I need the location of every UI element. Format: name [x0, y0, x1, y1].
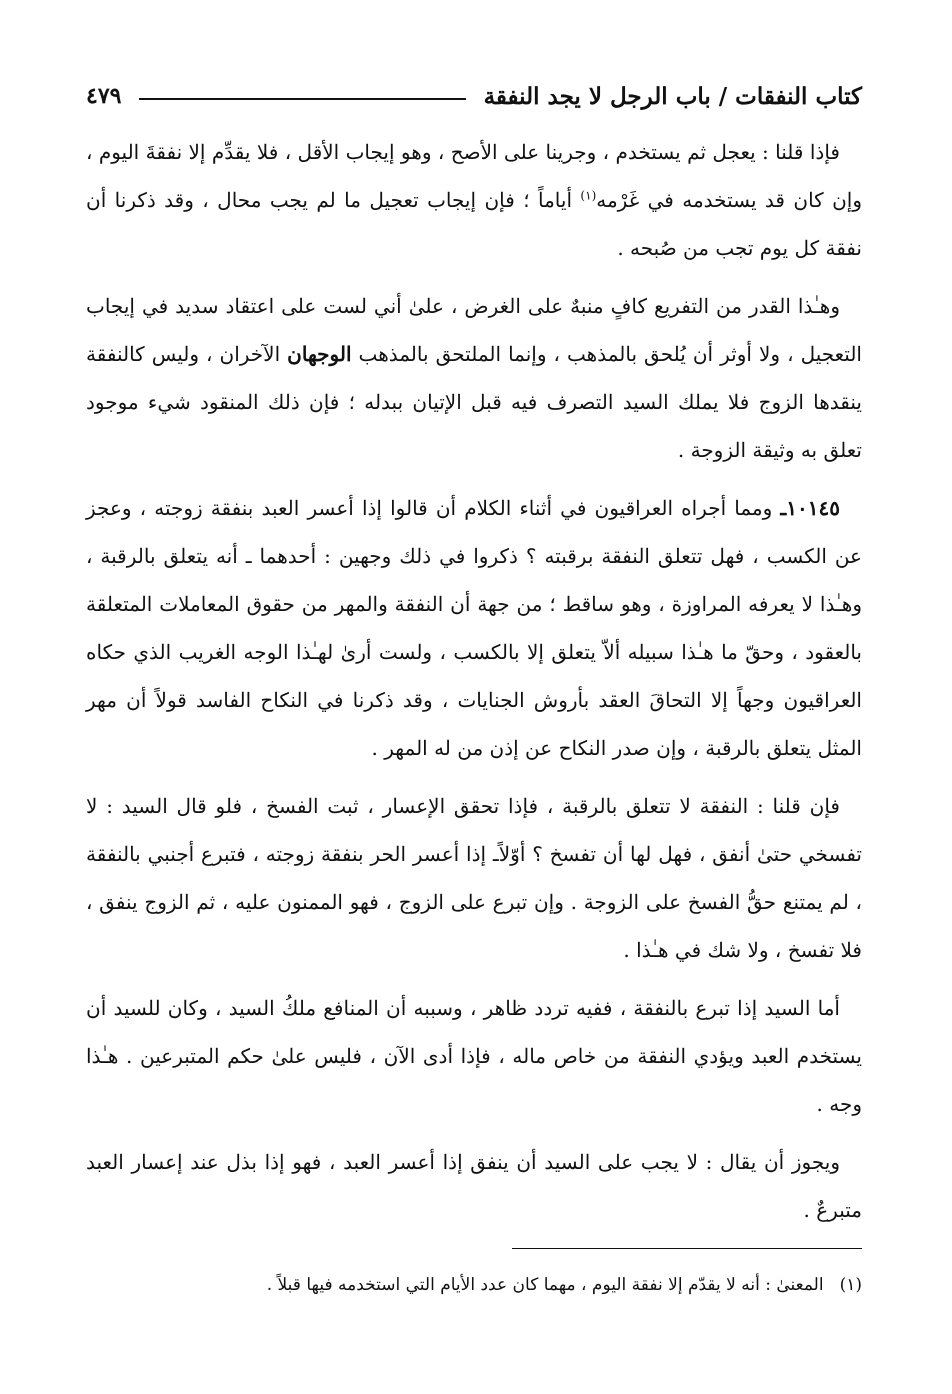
paragraph-6 [86, 1138, 862, 1234]
paragraph-text: الآخران ، وليس كالنفقة ينقدها الزوج فلا يملك السيد التصرف فيه قبل الإتيان ببدله ؛ فإن ذلك المنقود شيء موجود تعلق به وثيقة الزوجة . [86, 342, 862, 462]
book-page [86, 70, 862, 1354]
paragraph-text: فإذا قلنا : يعجل ثم يستخدم ، وجرينا على الأصح ، وهو إيجاب الأقل ، فلا يقدِّم إلا نفقةَ اليوم ، وإن كان قد يستخدمه في غَرْمه [86, 140, 863, 212]
paragraph-2 [86, 282, 862, 474]
paragraph-text: فإن قلنا : النفقة لا تتعلق بالرقبة ، فإذا تحقق الإعسار ، ثبت الفسخ ، فلو قال السيد : لا تفسخي حتىٰ أنفق ، فهل لها أن تفسخ ؟ أوّلاًـ إذا أعسر الحر بنفقة زوجته ، فتبرع أجنبي بالنفقة ، لم يمتنع حقُّ الفسخ على الزوجة . وإن تبرع على الزوج ، فهو الممنون عليه ، ثم الزوج ينفق ، فلا تفسخ ، ولا شك في هـٰذا . [86, 794, 862, 962]
paragraph-text: أياماً ؛ فإن إيجاب تعجيل ما لم يجب محال ، وقد ذكرنا أن نفقة كل يوم تجب من صُبحه . [86, 188, 862, 260]
paragraph-text: ويجوز أن يقال : لا يجب على السيد أن ينفق إذا أعسر العبد ، فهو إذا بذل عند إعسار العبد متبرعٌ . [86, 1150, 862, 1222]
footnote-separator [512, 1248, 862, 1249]
paragraph-4 [86, 782, 862, 974]
paragraph-1 [86, 128, 862, 272]
footnote [86, 1271, 862, 1299]
issue-number: ١٠١٤٥ـ [780, 496, 840, 520]
footnote-mark: (١) [839, 1275, 862, 1295]
paragraph-5 [86, 984, 862, 1128]
paragraph-text: وهـٰذا القدر من التفريع كافٍ منبهٌ على الغرض ، علىٰ أني لست على اعتقاد سديد في إيجاب التعجيل ، ولا أوثر أن يُلحق بالمذهب ، وإنما الملتحق بالمذهب [86, 294, 862, 366]
paragraph-text: أما السيد إذا تبرع بالنفقة ، ففيه تردد ظاهر ، وسببه أن المنافع ملكُ السيد ، وكان للسيد أن يستخدم العبد ويؤدي النفقة من خاص ماله ، فإذا أدى الآن ، فليس علىٰ حكم المتبرعين . هـٰذا وجه . [86, 996, 862, 1116]
footnote-text: المعنىٰ : أنه لا يقدّم إلا نفقة اليوم ، مهما كان عدد الأيام التي استخدمه فيها قبلاً . [266, 1275, 824, 1295]
main-text [86, 128, 862, 1234]
bold-term: الوجهان [287, 342, 352, 366]
footnote-reference[interactable]: (١) [580, 188, 597, 203]
header-rule [139, 98, 465, 100]
chapter-title: كتاب النفقات / باب الرجل لا يجد النفقة [483, 82, 862, 110]
paragraph-3 [86, 484, 862, 772]
paragraph-text: ومما أجراه العراقيون في أثناء الكلام أن قالوا إذا أعسر العبد بنفقة زوجته ، وعجز عن الكسب ، فهل تتعلق النفقة برقبته ؟ ذكروا في ذلك وجهين : أحدهما ـ أنه يتعلق بالرقبة ، وهـٰذا لا يعرفه المراوزة ، وهو ساقط ؛ من جهة أن النفقة والمهر من حقوق المعاملات المتعلقة بالعقود ، وحقّ ما هـٰذا سبيله ألاّ يتعلق إلا بالكسب ، ولست أرىٰ لهـٰذا الوجه الغريب الذي حكاه العراقيون وجهاً إلا التحاقَ العقد بأروش الجنايات ، وقد ذكرنا في النكاح الفاسد قولاً أن مهر المثل يتعلق بالرقبة ، وإن صدر النكاح عن إذن من له المهر . [86, 496, 862, 760]
running-header [86, 70, 862, 122]
page-number: ٤٧٩ [86, 83, 122, 109]
